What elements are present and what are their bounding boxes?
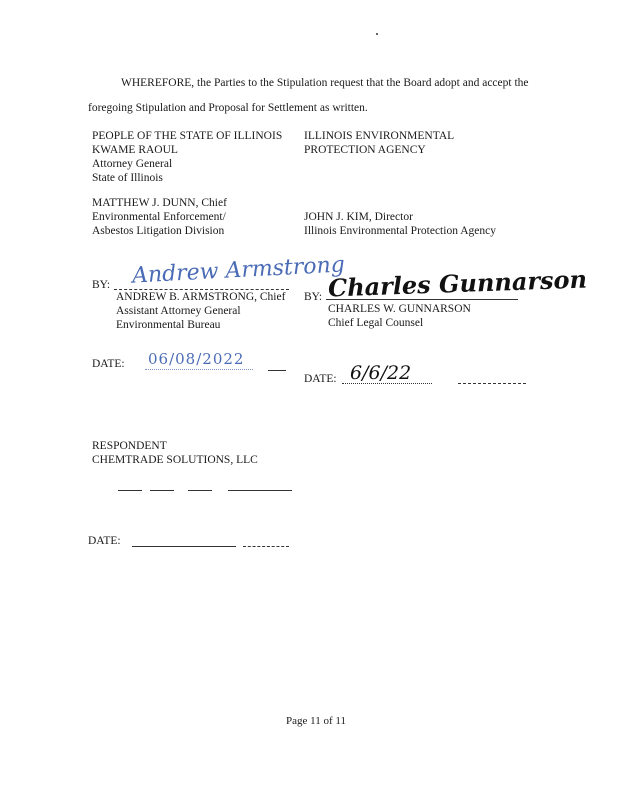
respondent-signature-line-4 bbox=[228, 490, 292, 491]
left-date-label: DATE: bbox=[92, 358, 125, 370]
paragraph-line-1: WHEREFORE, the Parties to the Stipulation request that the Board adopt and accept the bbox=[121, 77, 529, 89]
right-date-line-tail bbox=[458, 383, 526, 384]
left-date-line-tail bbox=[268, 370, 286, 371]
left-date-value: 06/08/2022 bbox=[148, 350, 245, 368]
respondent-date-line-tail bbox=[243, 546, 289, 547]
respondent-signature-line-2 bbox=[150, 490, 174, 491]
respondent-company: CHEMTRADE SOLUTIONS, LLC bbox=[92, 454, 258, 466]
respondent-date-label: DATE: bbox=[88, 535, 121, 547]
left-party-line-4: State of Illinois bbox=[92, 172, 163, 184]
respondent-signature-line-1 bbox=[118, 490, 142, 491]
right-by-label: BY: bbox=[304, 291, 323, 303]
left-chief-line-3: Asbestos Litigation Division bbox=[92, 225, 225, 237]
right-signature: Charles Gunnarson bbox=[327, 264, 588, 303]
paragraph-line-2: foregoing Stipulation and Proposal for Settlement as written. bbox=[88, 102, 368, 114]
respondent-signature-line-3 bbox=[188, 490, 212, 491]
right-director-line-2: Illinois Environmental Protection Agency bbox=[304, 225, 496, 237]
page-number: Page 11 of 11 bbox=[286, 715, 346, 727]
scan-speck bbox=[376, 33, 378, 35]
right-date-value: 6/6/22 bbox=[350, 362, 412, 384]
right-date-label: DATE: bbox=[304, 373, 337, 385]
left-by-label: BY: bbox=[92, 279, 111, 291]
right-party-line-1: ILLINOIS ENVIRONMENTAL bbox=[304, 130, 455, 142]
right-signer-name: CHARLES W. GUNNARSON bbox=[328, 303, 471, 315]
respondent-label: RESPONDENT bbox=[92, 440, 167, 452]
respondent-date-line bbox=[132, 546, 236, 547]
left-signer-title-1: Assistant Attorney General bbox=[116, 305, 241, 317]
left-signature: Andrew Armstrong bbox=[131, 252, 346, 289]
left-signer-name: ANDREW B. ARMSTRONG, Chief bbox=[116, 291, 286, 303]
right-party-line-2: PROTECTION AGENCY bbox=[304, 144, 426, 156]
left-party-line-1: PEOPLE OF THE STATE OF ILLINOIS bbox=[92, 130, 283, 142]
right-director-name: JOHN J. KIM, Director bbox=[304, 211, 413, 223]
left-date-line bbox=[145, 369, 253, 370]
left-party-line-2: KWAME RAOUL bbox=[92, 144, 178, 156]
right-signer-title: Chief Legal Counsel bbox=[328, 317, 424, 329]
left-party-line-3: Attorney General bbox=[92, 158, 173, 170]
left-chief-line-2: Environmental Enforcement/ bbox=[92, 211, 226, 223]
left-chief-name: MATTHEW J. DUNN, Chief bbox=[92, 197, 227, 209]
left-signer-title-2: Environmental Bureau bbox=[116, 319, 221, 331]
